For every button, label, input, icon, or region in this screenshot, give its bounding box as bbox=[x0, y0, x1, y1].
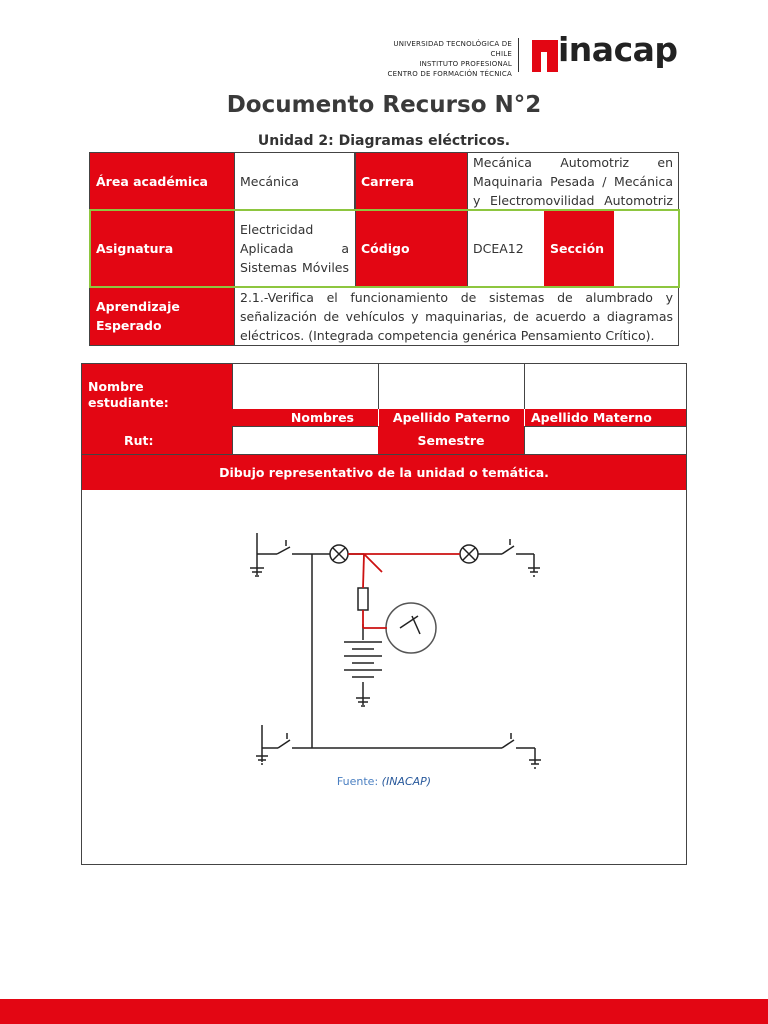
apellido-materno-input[interactable] bbox=[524, 364, 687, 409]
flasher-relay-icon bbox=[386, 603, 436, 653]
grid-line bbox=[90, 287, 679, 288]
carrera-cell bbox=[467, 153, 679, 210]
unit-title: Unidad 2: Diagramas eléctricos. bbox=[257, 133, 511, 149]
codigo-value: DCEA12 bbox=[473, 241, 524, 256]
circuit-diagram bbox=[82, 490, 686, 790]
drawing-header bbox=[82, 454, 686, 490]
seccion-value[interactable] bbox=[614, 210, 679, 287]
logo-divider bbox=[518, 38, 519, 72]
grid-line bbox=[355, 153, 356, 287]
logo-wordmark: inacap bbox=[558, 30, 678, 69]
grid-line bbox=[467, 153, 468, 287]
asignatura-cell bbox=[234, 210, 355, 287]
asignatura-label: Asignatura bbox=[90, 210, 234, 287]
footer-bar bbox=[0, 999, 768, 1024]
highlighted-current-path bbox=[348, 554, 460, 628]
grid-line bbox=[90, 210, 679, 211]
asignatura-value: Electricidad Aplicada a Sistemas Móviles bbox=[240, 222, 349, 275]
rut-input[interactable] bbox=[232, 426, 378, 454]
semestre-input[interactable] bbox=[524, 426, 686, 454]
apellido-paterno-header: Apellido Paterno bbox=[378, 409, 524, 426]
area-label: Área académica bbox=[90, 153, 234, 210]
codigo-label: Código bbox=[355, 210, 467, 287]
seccion-label: Sección bbox=[544, 210, 614, 287]
semestre-label: Semestre bbox=[378, 426, 524, 454]
nombre-label: Nombre estudiante: bbox=[82, 364, 232, 426]
aprendizaje-label: Aprendizaje Esperado bbox=[90, 287, 234, 345]
switch-icon bbox=[277, 547, 290, 554]
apellido-materno-header: Apellido Materno bbox=[524, 409, 686, 426]
aprendizaje-value: 2.1.-Verifica el funcionamiento de sistemas de alumbrado y señalización de vehículos y maquinarias, de acuerdo a diagramas eléctricos. (Integrada competencia genérica Pensamiento Crítico). bbox=[240, 289, 673, 343]
page-title: Documento Recurso N°2 bbox=[226, 92, 542, 118]
aprendizaje-cell bbox=[234, 287, 679, 345]
nombres-header: Nombres bbox=[232, 409, 378, 426]
grid-line bbox=[234, 153, 235, 345]
rut-label: Rut: bbox=[82, 426, 232, 454]
fuse-icon bbox=[358, 588, 368, 610]
source-value: (INACAP) bbox=[381, 775, 432, 788]
institution-name: UNIVERSIDAD TECNOLÓGICA DE CHILE INSTITUTO PROFESIONAL CENTRO DE FORMACIÓN TÉCNICA bbox=[387, 40, 512, 78]
institution-logo bbox=[370, 30, 680, 80]
course-info-table bbox=[89, 152, 679, 346]
drawing-label: Dibujo representativo de la unidad o temática. bbox=[219, 465, 549, 480]
area-value: Mecánica bbox=[234, 153, 355, 210]
apellido-paterno-input[interactable] bbox=[378, 364, 525, 409]
carrera-label: Carrera bbox=[355, 153, 467, 210]
figure-source bbox=[0, 775, 768, 788]
inacap-mark-icon bbox=[532, 38, 560, 72]
carrera-value: Mecánica Automotriz en Maquinaria Pesada / Mecánica y Electromovilidad Automotriz bbox=[473, 155, 673, 208]
source-label: Fuente: bbox=[336, 775, 379, 788]
nombres-input[interactable] bbox=[232, 364, 379, 409]
